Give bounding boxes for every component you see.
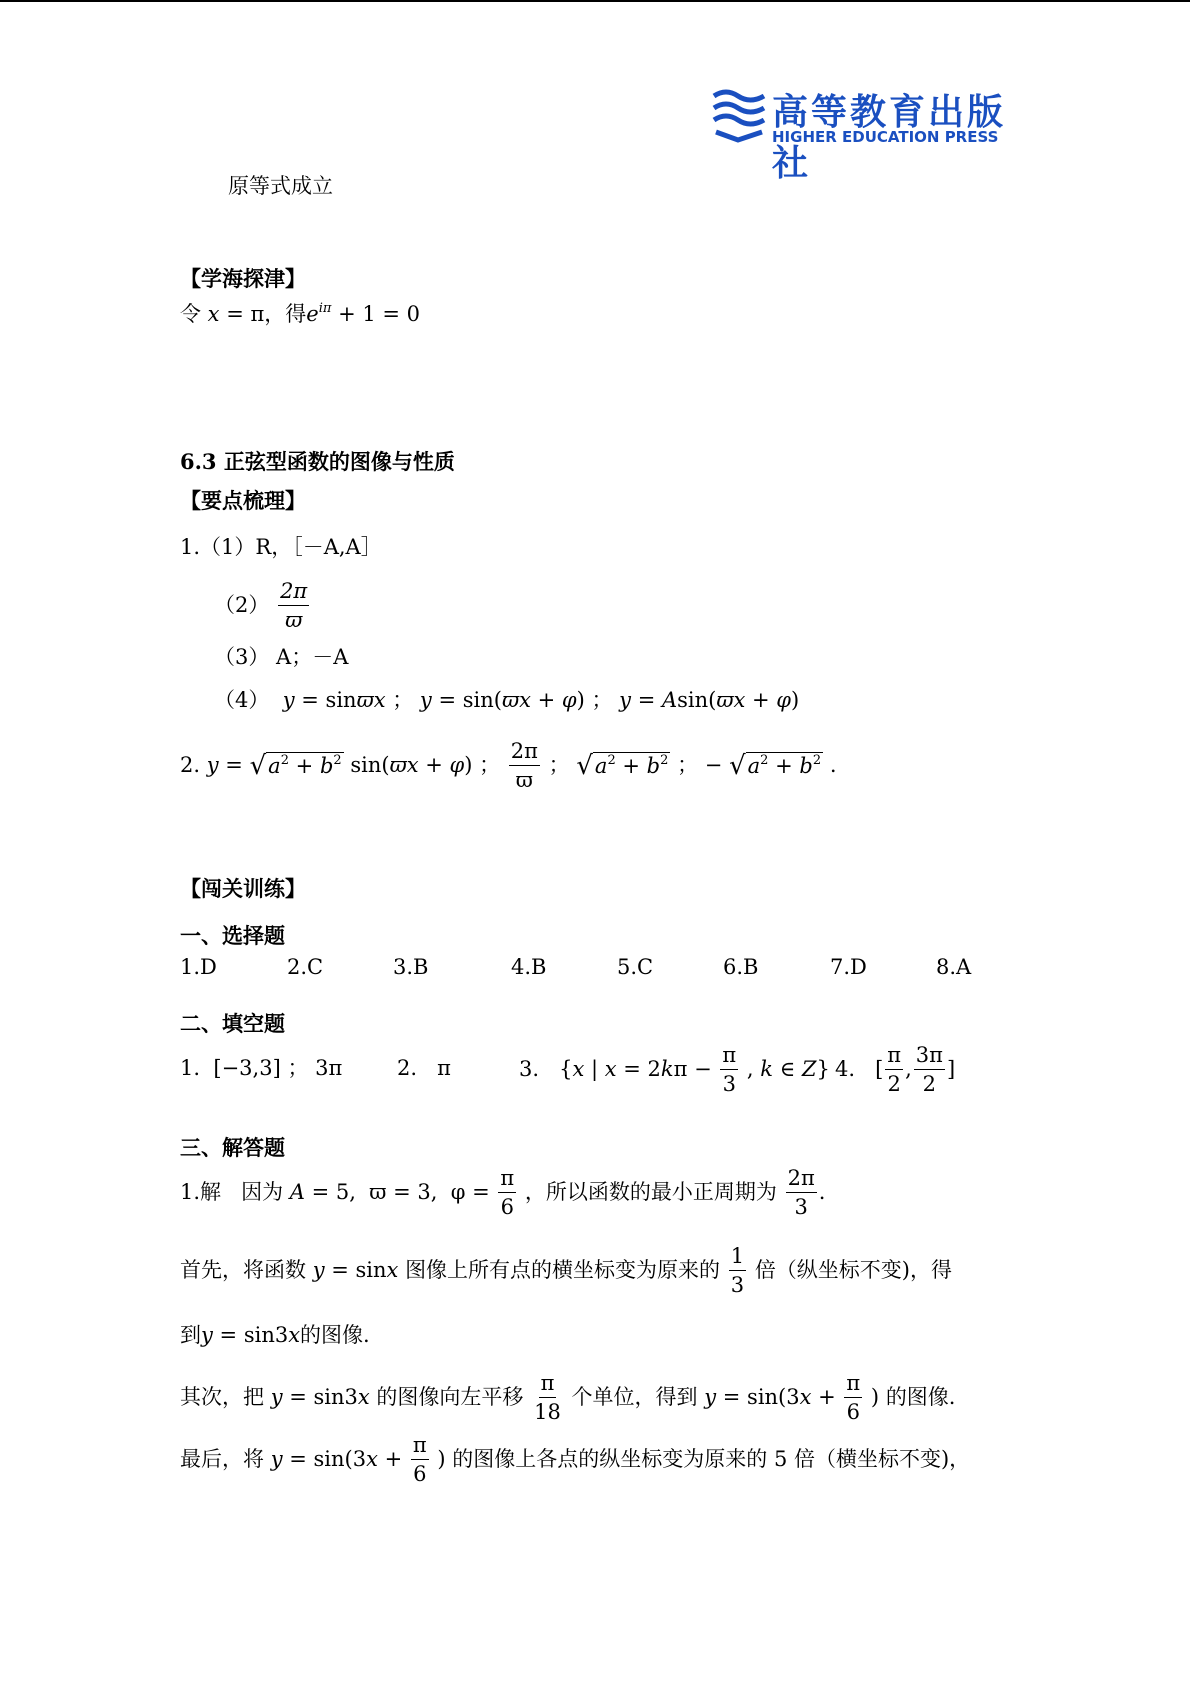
choice-answer: 1.D <box>180 955 217 979</box>
fill-heading: 二、填空题 <box>180 1011 285 1036</box>
choice-answer: 3.B <box>393 955 429 979</box>
section-title: 6.3 正弦型函数的图像与性质 <box>180 449 455 474</box>
top-border <box>0 0 1190 2</box>
point-1-1: 1.（1）R，［－A,A］ <box>180 535 382 559</box>
fill-answer-4: 4. [ $\frac{\pi}{2}$ , $\frac{3\pi}{2}$ ] <box>835 1043 956 1097</box>
choice-answer: 2.C <box>287 955 324 979</box>
xuehai-heading: 【学海探津】 <box>180 266 306 291</box>
step-3-line: 最后，将 y = sin(3x + $\frac{\pi}{6}$ ) 的图像上各点的纵坐标变为原来的 5 倍（横坐标不变)， <box>180 1433 971 1487</box>
point-1-2: （2） $\frac{2\pi}{ϖ}$ <box>214 579 308 633</box>
step-2-line: 其次，把 y = sin3x 的图像向左平移 $\frac{\pi}{18}$ 个单位，得到 y = sin(3x + $\frac{\pi}{6}$ ) 的图像. <box>180 1371 956 1425</box>
wave-logo-icon <box>712 88 766 144</box>
point-1-4: （4） y = sinϖx ； y = sin(ϖx + φ) ； y = Asin(ϖx + φ) <box>214 688 800 712</box>
conclusion-text: 原等式成立 <box>228 174 333 198</box>
choice-answer: 6.B <box>723 955 759 979</box>
choice-answer: 5.C <box>617 955 654 979</box>
point-1-3: （3） A；－A <box>214 645 349 669</box>
choice-heading: 一、选择题 <box>180 923 285 948</box>
fill-answer-3: 3. {x | x = 2kπ − $\frac{\pi}{3}$ , k ∈ Z} <box>519 1043 830 1097</box>
choice-answer: 7.D <box>830 955 867 979</box>
fill-answer-1: 1. [−3,3] ； 3π <box>180 1056 343 1080</box>
choice-answer: 4.B <box>511 955 547 979</box>
point-2: 2. y = √ $a^2 + b^2$ sin(ϖx + φ) ； $\frac{2\pi}{ϖ}$ ； √ $a^2 + b^2$ ； − √ $a^2 + b^2$ . <box>180 739 837 793</box>
xuehai-line: 令 x = π，得$e^{i\pi} + 1 = 0$ <box>180 301 421 326</box>
step-1-line: 首先，将函数 y = sinx 图像上所有点的横坐标变为原来的 $\frac{1}{3}$ 倍（纵坐标不变)，得 <box>180 1244 953 1298</box>
solve-1-line: 1.解 因为 A = 5, ϖ = 3, φ = $\frac{\pi}{6}$ ，所以函数的最小正周期为 $\frac{2\pi}{3}$ . <box>180 1166 826 1220</box>
logo-chinese-name: 高等教育出版社 <box>772 91 1007 184</box>
yaodian-heading: 【要点梳理】 <box>180 488 306 513</box>
solve-heading: 三、解答题 <box>180 1135 285 1160</box>
publisher-logo <box>712 84 1012 184</box>
step-1-cont: 到y = sin3x的图像. <box>180 1323 370 1347</box>
logo-english-name: HIGHER EDUCATION PRESS <box>772 128 999 146</box>
choice-answer: 8.A <box>936 955 972 979</box>
fill-answer-2: 2. π <box>397 1056 451 1080</box>
training-heading: 【闯关训练】 <box>180 876 306 901</box>
